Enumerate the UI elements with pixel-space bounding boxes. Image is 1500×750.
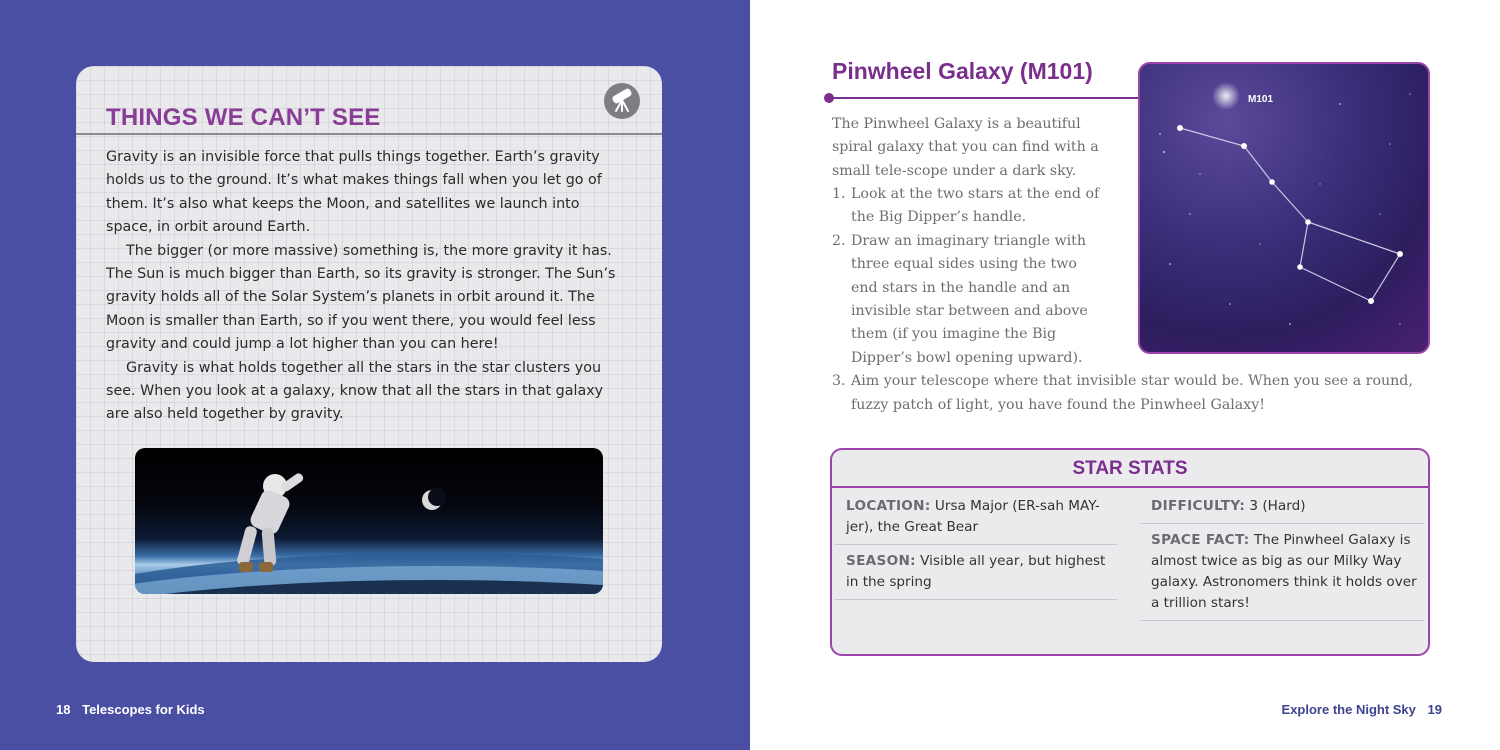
step-text: Draw an imaginary triangle with three equal sides using the two end stars in the handle and an invisible star between and above them (if you imagine the Big Dipper’s bowl opening upward).	[851, 232, 1088, 366]
step-item	[832, 370, 1421, 417]
sidebar-paragraph: Gravity is an invisible force that pulls things together. Earth’s gravity holds us to the ground. It’s what makes things fall when you let go of them. It’s also what keeps the Moon, and satellites we launch into space, in orbit around Earth.	[106, 149, 602, 236]
page-title: Pinwheel Galaxy (M101)	[832, 58, 1093, 84]
step-item	[832, 183, 1121, 230]
page-number: 18	[56, 702, 71, 717]
title-dot	[824, 93, 834, 103]
stat-value: 3 (Hard)	[1245, 498, 1306, 514]
sidebar-body	[106, 146, 628, 427]
right-page	[750, 0, 1500, 750]
step-number: 3.	[832, 373, 846, 390]
big-dipper-lines	[1180, 128, 1400, 301]
page-number: 19	[1427, 702, 1442, 717]
star-map	[1138, 62, 1430, 354]
sidebar-card	[76, 66, 662, 662]
sidebar-title: THINGS WE CAN’T SEE	[106, 104, 381, 131]
m101-label: M101	[1248, 94, 1274, 105]
stat-value: The Pinwheel Galaxy is almost twice as big as our Milky Way galaxy. Astronomers think it holds over a trillion stars!	[1151, 532, 1417, 611]
section-title: Explore the Night Sky	[1281, 702, 1416, 717]
sidebar-title-rule	[76, 133, 662, 135]
astronaut-figure	[236, 472, 305, 572]
step-item	[832, 230, 1091, 370]
step-number: 1.	[832, 186, 846, 202]
stats-column-right	[1140, 494, 1424, 625]
stat-label: LOCATION:	[846, 498, 931, 514]
astronaut-photo	[135, 448, 603, 594]
big-dipper-stars	[1177, 125, 1403, 304]
star-stats-box	[830, 448, 1430, 656]
stat-space-fact	[1140, 528, 1424, 621]
right-footer	[1282, 702, 1442, 717]
stat-location	[835, 494, 1117, 545]
stat-label: SPACE FACT:	[1151, 532, 1250, 548]
stat-value: Visible all year, but highest in the spring	[846, 553, 1106, 590]
sidebar-paragraph: Gravity is what holds together all the stars in the star clusters you see. When you look at a galaxy, know that all the stars in that galaxy are also held together by gravity.	[106, 359, 604, 423]
star-stats-title: STAR STATS	[1072, 458, 1188, 479]
telescope-icon	[604, 83, 640, 119]
left-footer	[56, 702, 205, 717]
m101-galaxy	[1212, 82, 1240, 110]
step-text: Aim your telescope where that invisible star would be. When you see a round, fuzzy patch of light, you have found the Pinwheel Galaxy!	[851, 373, 1413, 413]
stat-difficulty	[1140, 494, 1424, 524]
star-stats-header	[832, 450, 1428, 488]
stat-label: DIFFICULTY:	[1151, 498, 1246, 514]
step-text: Look at the two stars at the end of the Big Dipper’s handle.	[851, 186, 1100, 226]
stat-season	[835, 549, 1117, 600]
step-number: 2.	[832, 232, 846, 249]
title-underline	[829, 97, 1139, 99]
intro-text: The Pinwheel Galaxy is a beautiful spiral galaxy that you can find with a small tele-scope under a dark sky.	[832, 116, 1099, 179]
book-title: Telescopes for Kids	[82, 702, 205, 717]
stat-label: SEASON:	[846, 553, 916, 569]
stat-value: Ursa Major (ER-sah MAY-jer), the Great Bear	[846, 498, 1100, 535]
sidebar-paragraph: The bigger (or more massive) something is, the more gravity it has. The Sun is much bigger than Earth, so its gravity is stronger. The Sun’s gravity holds all of the Solar System’s planets in orbit around it. The Moon is smaller than Earth, so if you went there, you would feel less gravity and could jump a lot higher than you can here!	[106, 242, 616, 353]
stats-column-left	[835, 494, 1117, 604]
